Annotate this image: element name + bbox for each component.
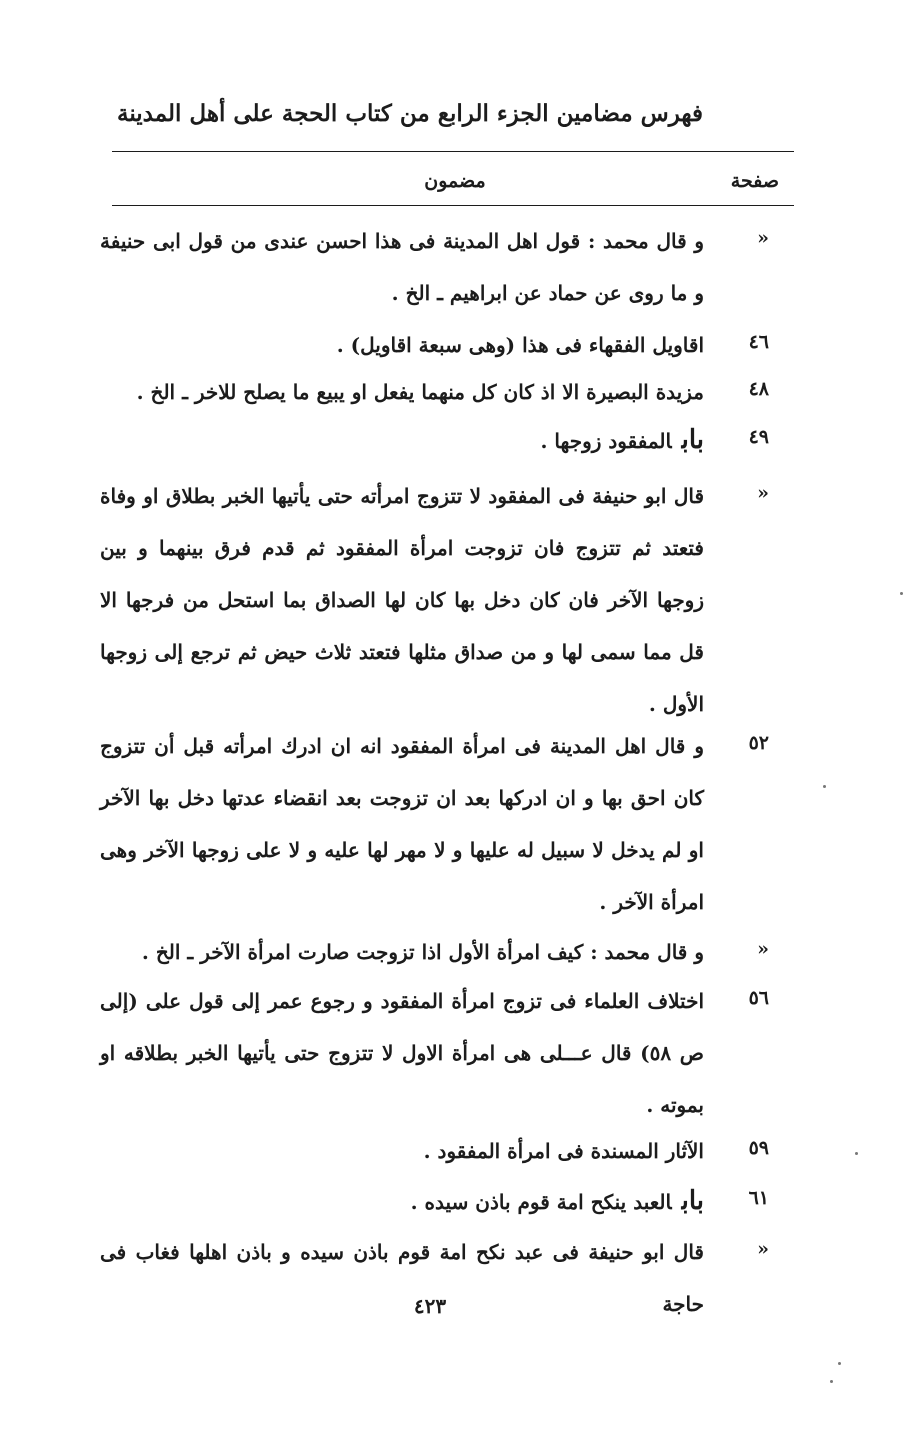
entry-page-number: ٦١: [748, 1187, 769, 1209]
entry-page-number: ٤٩: [748, 426, 769, 448]
entry-text: اختلاف العلماء فى تزوج امرأة المفقود و رجوع عمر إلى قول على (إلى ص ٥٨) قال عـــلى هى امرأة الاول لا تتزوج حتى يأتيها الخبر بطلاقه او بموته .: [100, 989, 704, 1117]
chapter-heading-word: باب: [681, 425, 704, 455]
entry-text: اقاويل الفقهاء فى هذا (وهى سبعة اقاويل) .: [336, 333, 704, 357]
entry-text: قال ابو حنيفة فى عبد نكح امة قوم باذن سيده و باذن اهلها فغاب فى حاجة: [100, 1240, 704, 1316]
entry-page-number: ٥٩: [748, 1137, 769, 1159]
column-header-content: مضمون: [424, 170, 486, 192]
entry-text: مزيدة البصيرة الا اذ كان كل منهما يفعل او يبيع ما يصلح للاخر ـ الخ .: [136, 380, 704, 404]
entry-page-number: «: [757, 482, 769, 504]
scan-speck: [855, 1152, 858, 1155]
scan-speck: [900, 592, 903, 595]
chapter-heading-title: المفقود زوجها .: [540, 429, 672, 453]
page-title: فهرس مضامين الجزء الرابع من كتاب الحجة على أهل المدينة: [116, 100, 704, 127]
header-top-rule: [112, 151, 794, 152]
chapter-heading-title: العبد ينكح امة قوم باذن سيده .: [410, 1190, 672, 1214]
entry-page-number: «: [757, 227, 769, 249]
entry-page-number: ٥٦: [748, 987, 769, 1009]
entry-text: و قال اهل المدينة فى امرأة المفقود انه ان ادرك امرأته قبل أن تتزوج كان احق بها و ان ادركها بعد ان تزوجت بعد انقضاء عدتها دخل بها الآخر او لم يدخل لا سبيل له عليها و لا مهر لها عليه و لا على زوجها الآخر وهى امرأة الآخر .: [100, 734, 704, 914]
scan-speck: [830, 1380, 833, 1383]
entry-text: و قال محمد : قول اهل المدينة فى هذا احسن عندى من قول ابى حنيفة و ما روى عن حماد عن ابراهيم ـ الخ .: [100, 229, 704, 305]
column-header-page: صفحة: [730, 170, 779, 192]
header-bottom-rule: [112, 205, 794, 206]
entry-text: قال ابو حنيفة فى المفقود لا تتزوج امرأته حتى يأتيها الخبر بطلاق او وفاة فتعتد ثم تتزوج فان تزوجت امرأة المفقود ثم قدم فرق بينهما و بين زوجها الآخر فان كان دخل بها كان لها الصداق بما استحل من فرجها الا قل مما سمى لها و من صداق مثلها فتعتد ثلاث حيض ثم ترجع إلى زوجها الأول .: [100, 484, 704, 716]
chapter-heading-word: باب: [681, 1186, 704, 1216]
entry-page-number: «: [757, 938, 769, 960]
entry-page-number: ٤٦: [748, 331, 769, 353]
entry-page-number: ٥٢: [748, 732, 769, 754]
entry-page-number: «: [757, 1238, 769, 1260]
entry-text: [100, 1175, 704, 1228]
entry-text: [100, 414, 704, 467]
entry-page-number: ٤٨: [748, 378, 769, 400]
page-number: ٤٢٣: [413, 1294, 447, 1318]
scan-speck: [838, 1362, 841, 1365]
entry-text: الآثار المسندة فى امرأة المفقود .: [423, 1139, 704, 1163]
entry-text: و قال محمد : كيف امرأة الأول اذا تزوجت صارت امرأة الآخر ـ الخ .: [141, 940, 704, 964]
scan-speck: [823, 785, 826, 788]
